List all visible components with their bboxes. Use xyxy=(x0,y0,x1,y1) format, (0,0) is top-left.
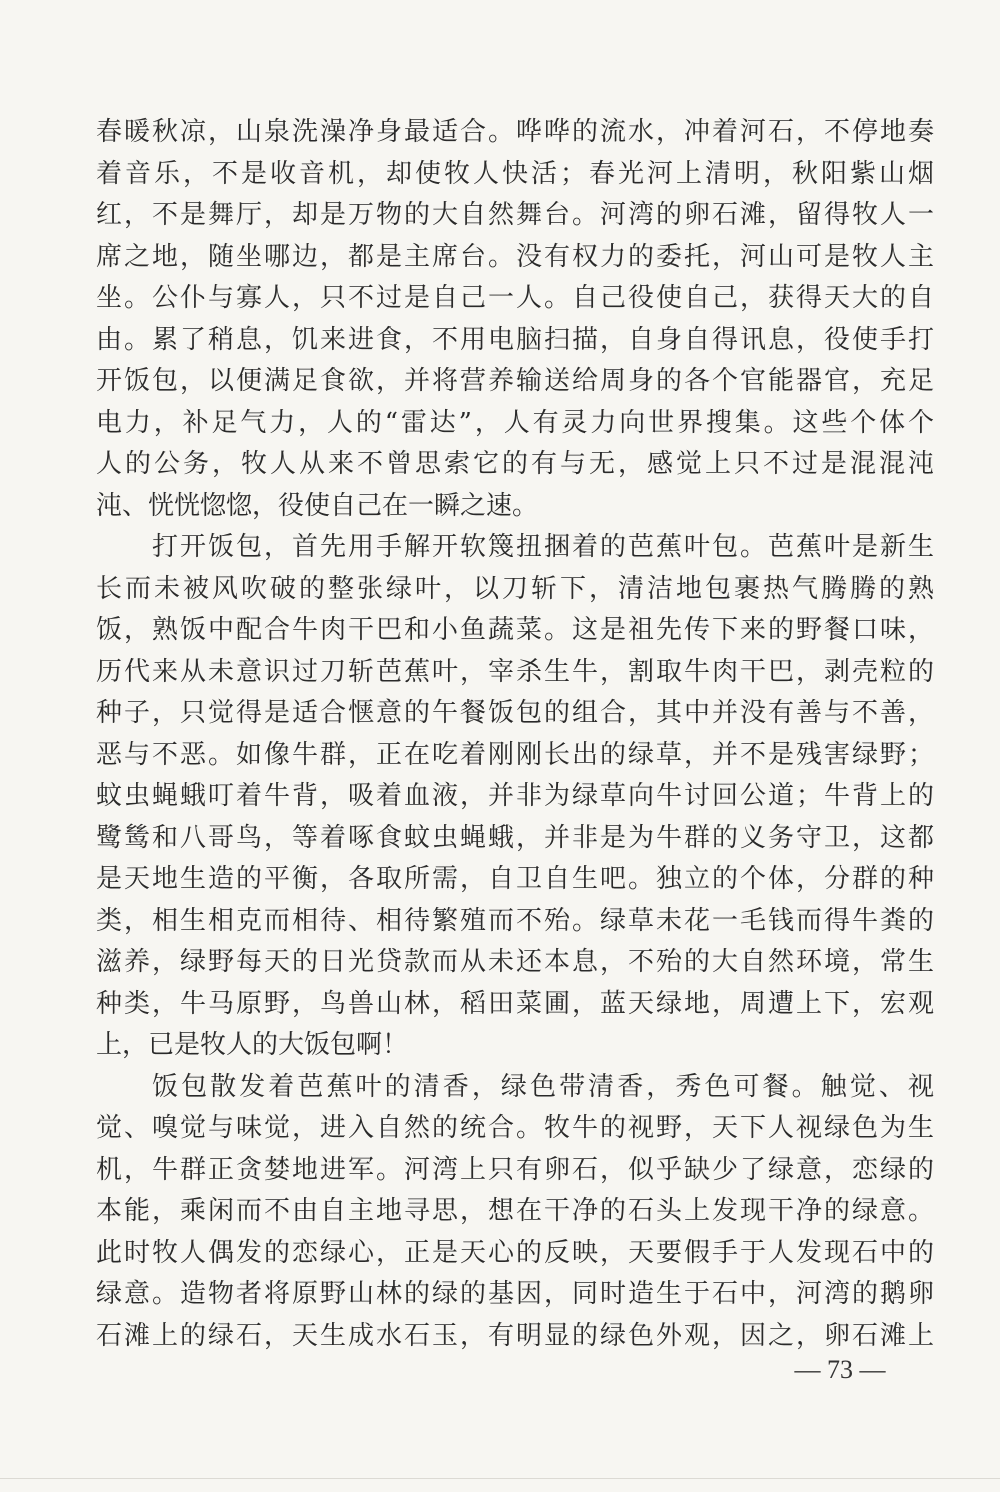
text-line: 是天地生造的平衡，各取所需，自卫自生吧。独立的个体，分群的种 xyxy=(96,864,934,894)
text-line: 恶与不恶。如像牛群，正在吃着刚刚长出的绿草，并不是残害绿野； xyxy=(96,739,934,770)
text-line: 类，相生相克而相待、相待繁殖而不殆。绿草未花一毛钱而得牛粪的 xyxy=(96,905,934,936)
text-line: 机，牛群正贪婪地进军。河湾上只有卵石，似乎缺少了绿意，恋绿的 xyxy=(96,1154,934,1185)
text-line: 石滩上的绿石，天生成水石玉，有明显的绿色外观，因之，卵石滩上 xyxy=(96,1320,934,1351)
text-line: 开饭包，以便满足食欲，并将营养输送给周身的各个官能器官，充足 xyxy=(96,366,934,396)
text-line: 席之地，随坐哪边，都是主席台。没有权力的委托，河山可是牧人主 xyxy=(96,241,934,272)
text-line: 着音乐，不是收音机，却使牧人快活；春光河上清明，秋阳紫山烟 xyxy=(96,158,934,189)
text-line: 坐。公仆与寡人，只不过是自己一人。自己役使自己，获得天大的自 xyxy=(96,283,934,313)
text-line: 饭包散发着芭蕉叶的清香，绿色带清香，秀色可餐。触觉、视 xyxy=(152,1071,934,1102)
text-line: 红，不是舞厅，却是万物的大自然舞台。河湾的卵石滩，留得牧人一 xyxy=(96,200,934,230)
text-line: 种类，牛马原野，鸟兽山林，稻田菜圃，蓝天绿地，周遭上下，宏观 xyxy=(96,988,934,1019)
text-line: 长而未被风吹破的整张绿叶，以刀斩下，清洁地包裹热气腾腾的熟 xyxy=(96,573,934,604)
text-line: 由。累了稍息，饥来进食，不用电脑扫描，自身自得讯息，役使手打 xyxy=(96,324,934,355)
text-line: 历代来从未意识过刀斩芭蕉叶，宰杀生牛，割取牛肉干巴，剥壳粒的 xyxy=(96,656,934,687)
text-line: 绿意。造物者将原野山林的绿的基因，同时造生于石中，河湾的鹅卵 xyxy=(96,1279,934,1309)
text-line: 沌、恍恍惚惚，役使自己在一瞬之速。 xyxy=(96,490,539,521)
text-line: 蚊虫蝇蛾叮着牛背，吸着血液，并非为绿草向牛讨回公道；牛背上的 xyxy=(96,781,934,811)
text-line: 春暖秋凉，山泉洗澡净身最适合。哗哗的流水，冲着河石，不停地奏 xyxy=(96,117,934,147)
page-bottom-edge xyxy=(0,1478,1000,1479)
page-number: — 73 — xyxy=(794,1355,886,1384)
text-line: 此时牧人偶发的恋绿心，正是天心的反映，天要假手于人发现石中的 xyxy=(96,1237,934,1268)
text-line: 打开饭包，首先用手解开软篾扭捆着的芭蕉叶包。芭蕉叶是新生 xyxy=(152,532,934,562)
text-line: 觉、嗅觉与味觉，进入自然的统合。牧牛的视野，天下人视绿色为生 xyxy=(96,1113,934,1143)
text-line: 种子，只觉得是适合惬意的午餐饭包的组合，其中并没有善与不善， xyxy=(96,698,934,728)
text-line: 本能，乘闲而不由自主地寻思，想在干净的石头上发现干净的绿意。 xyxy=(96,1196,934,1226)
text-line: 鹭鸶和八哥鸟，等着啄食蚊虫蝇蛾，并非是为牛群的义务守卫，这都 xyxy=(96,822,934,853)
text-line: 饭，熟饭中配合牛肉干巴和小鱼蔬菜。这是祖先传下来的野餐口味， xyxy=(96,615,934,645)
text-line: 上，已是牧人的大饭包啊！ xyxy=(96,1030,409,1060)
text-line: 滋养，绿野每天的日光贷款而从未还本息，不殆的大自然环境，常生 xyxy=(96,947,934,977)
text-line: 电力，补足气力，人的“雷达”，人有灵力向世界搜集。这些个体个 xyxy=(96,407,934,438)
text-line: 人的公务，牧人从来不曾思索它的有与无，感觉上只不过是混混沌 xyxy=(96,449,934,479)
body-text xyxy=(96,112,934,1357)
